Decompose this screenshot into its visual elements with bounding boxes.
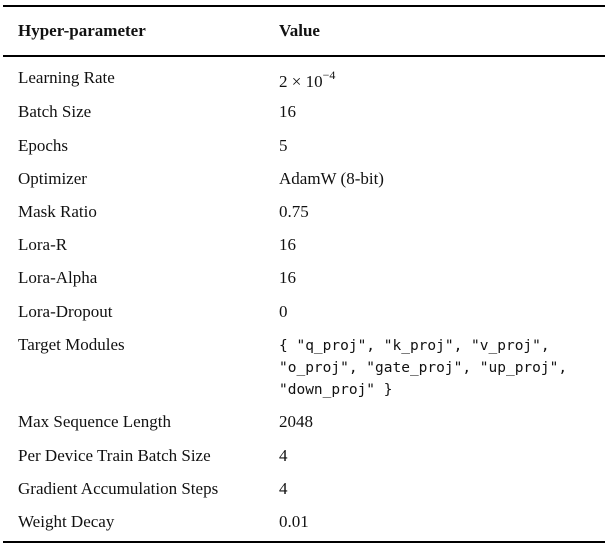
- target-modules-line-1: { "q_proj", "k_proj", "v_proj",: [279, 338, 550, 354]
- row-label-learning-rate: Learning Rate: [18, 68, 115, 87]
- learning-rate-mantissa: 2 × 10: [279, 72, 323, 91]
- row-value-mask-ratio: 0.75: [279, 202, 309, 221]
- row-label-lora-r: Lora-R: [18, 235, 68, 254]
- row-value-batch-size: 16: [279, 102, 296, 121]
- row-label-lora-alpha: Lora-Alpha: [18, 268, 98, 287]
- learning-rate-exponent: −4: [322, 68, 336, 82]
- header-hyper-parameter: Hyper-parameter: [18, 21, 146, 40]
- bottom-rule: [3, 541, 605, 543]
- top-rule: [3, 5, 605, 7]
- row-value-lora-dropout: 0: [279, 302, 288, 321]
- row-value-gradient-accumulation-steps: 4: [279, 479, 288, 498]
- row-label-optimizer: Optimizer: [18, 169, 87, 188]
- row-label-target-modules: Target Modules: [18, 335, 125, 354]
- row-label-weight-decay: Weight Decay: [18, 512, 115, 531]
- row-value-learning-rate: [279, 68, 335, 92]
- row-value-max-sequence-length: 2048: [279, 412, 313, 431]
- row-value-lora-r: 16: [279, 235, 296, 254]
- row-label-batch-size: Batch Size: [18, 102, 92, 121]
- row-label-lora-dropout: Lora-Dropout: [18, 302, 113, 321]
- row-value-epochs: 5: [279, 136, 288, 155]
- row-value-per-device-train-batch-size: 4: [279, 446, 288, 465]
- header-value: Value: [279, 21, 320, 40]
- target-modules-line-2: "o_proj", "gate_proj", "up_proj",: [279, 360, 568, 376]
- header-rule: [3, 55, 605, 57]
- row-value-target-modules: [279, 335, 567, 401]
- row-label-max-sequence-length: Max Sequence Length: [18, 412, 171, 431]
- row-value-weight-decay: 0.01: [279, 512, 309, 531]
- row-value-optimizer: AdamW (8-bit): [279, 169, 384, 188]
- row-label-per-device-train-batch-size: Per Device Train Batch Size: [18, 446, 211, 465]
- row-label-epochs: Epochs: [18, 136, 69, 155]
- row-label-gradient-accumulation-steps: Gradient Accumulation Steps: [18, 479, 219, 498]
- row-label-mask-ratio: Mask Ratio: [18, 202, 97, 221]
- target-modules-line-3: "down_proj" }: [279, 382, 393, 398]
- row-value-lora-alpha: 16: [279, 268, 296, 287]
